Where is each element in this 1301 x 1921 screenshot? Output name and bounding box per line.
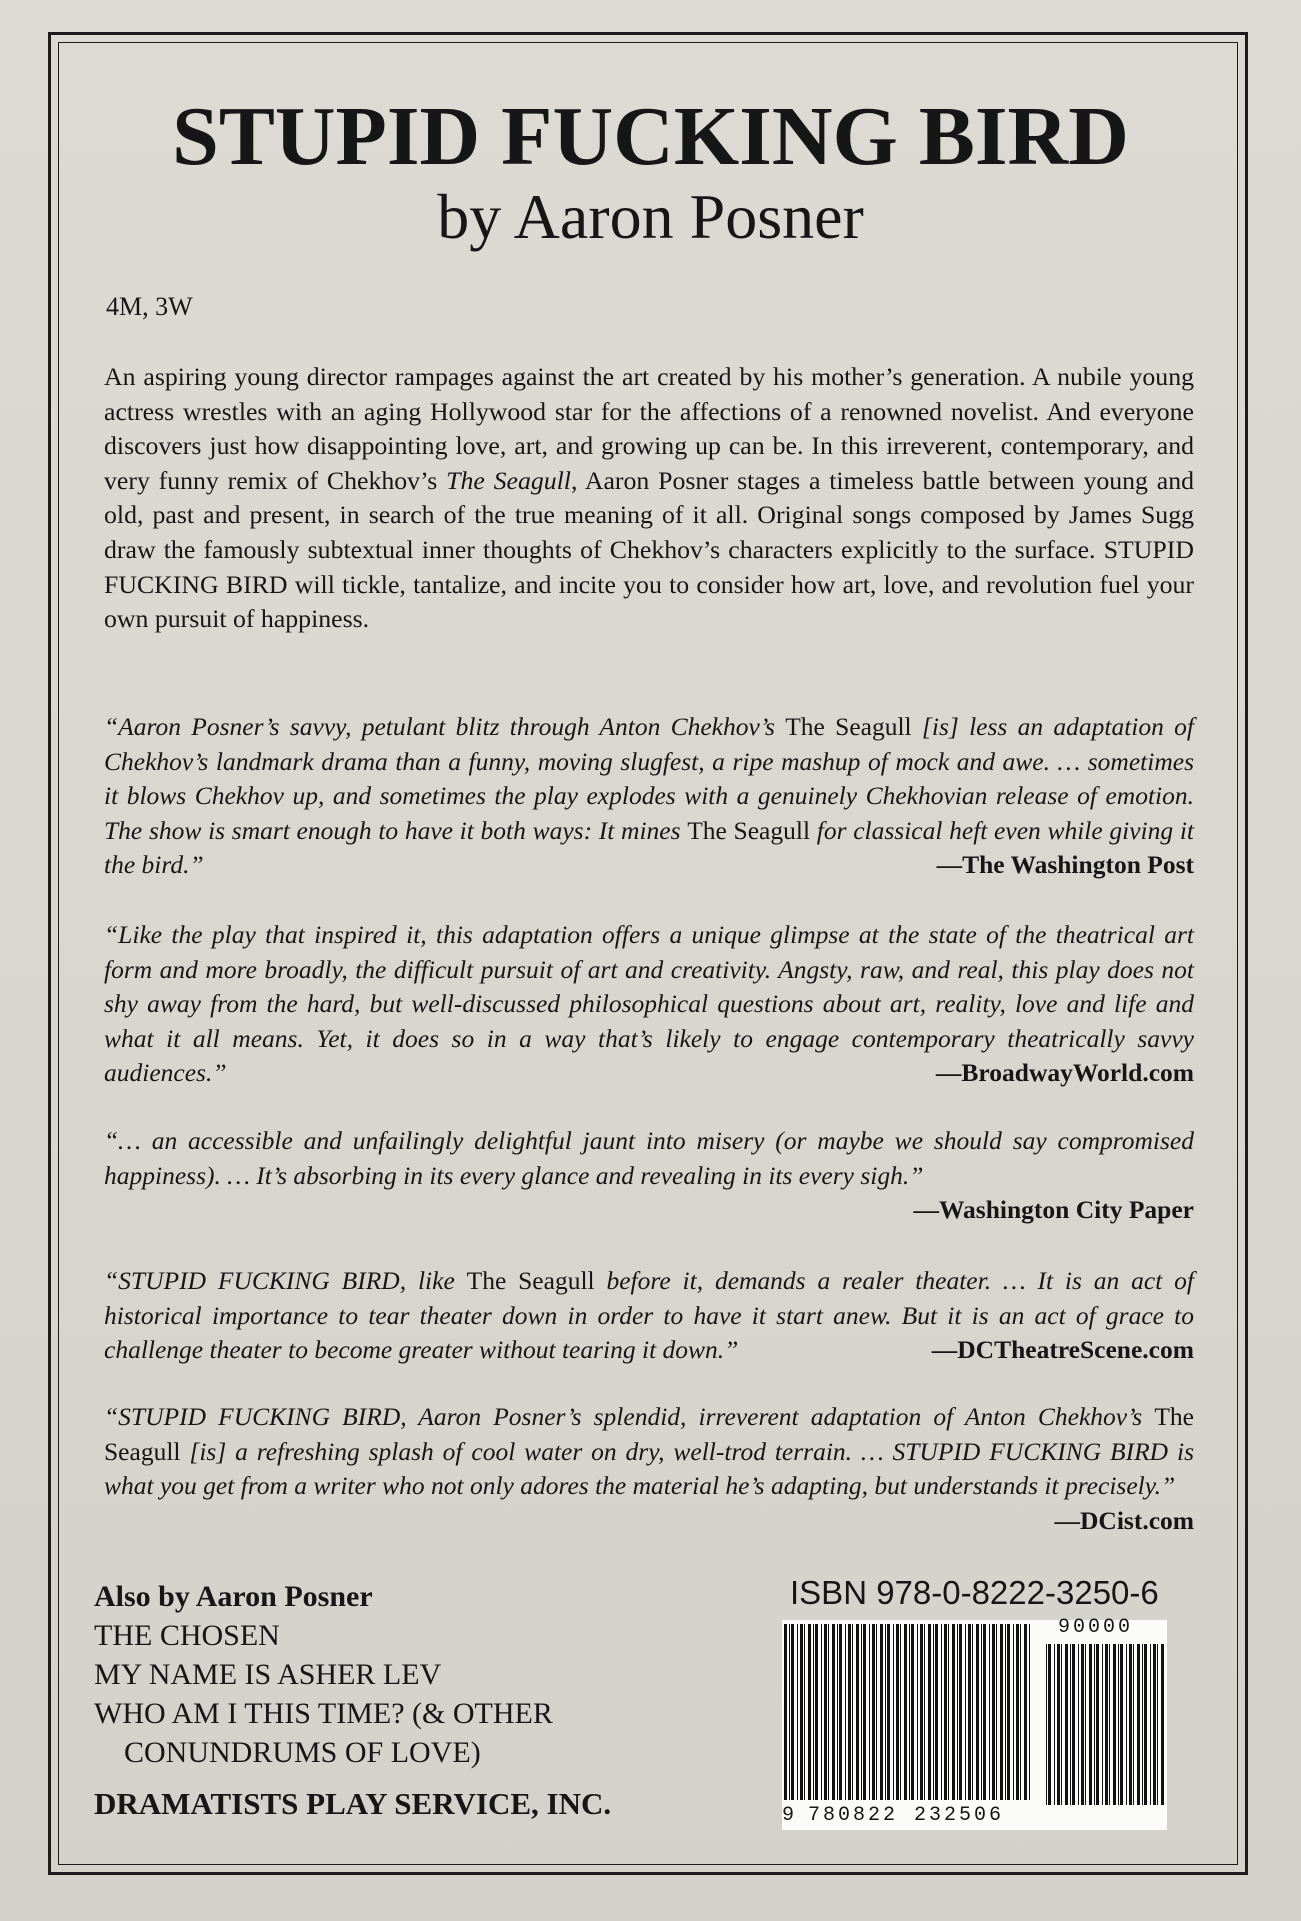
- also-by-heading: Also by Aaron Posner: [94, 1580, 373, 1613]
- review-source: —BroadwayWorld.com: [935, 1058, 1194, 1088]
- barcode-bar: [887, 1624, 890, 1800]
- barcode-bar: [845, 1624, 846, 1800]
- barcode-bar: [996, 1624, 997, 1800]
- barcode-bar: [869, 1624, 870, 1800]
- barcode-bar: [880, 1624, 883, 1800]
- barcode-bar: [941, 1624, 942, 1800]
- review-source: —Washington City Paper: [913, 1195, 1194, 1225]
- barcode-bar: [1126, 1644, 1127, 1805]
- barcode-bar: [791, 1624, 794, 1800]
- barcode-bar: [1142, 1644, 1143, 1805]
- play-title: The Seagull: [466, 1266, 595, 1295]
- review-washington-post: [104, 710, 1194, 883]
- barcode-bar: [924, 1624, 925, 1800]
- barcode-bar: [789, 1624, 790, 1800]
- barcode-bar: [1007, 1624, 1010, 1800]
- barcode-bar: [837, 1624, 838, 1800]
- barcode-bar: [981, 1624, 982, 1800]
- barcode-bar: [1153, 1644, 1156, 1805]
- also-by-title: WHO AM I THIS TIME? (& OTHER: [94, 1697, 553, 1730]
- barcode-bar: [1094, 1644, 1095, 1805]
- barcode-bar: [813, 1624, 814, 1800]
- barcode-bar: [821, 1624, 822, 1800]
- barcode-bar: [1016, 1624, 1019, 1800]
- barcode-bar: [933, 1624, 934, 1800]
- barcode-bar: [1057, 1644, 1060, 1805]
- barcode-bar: [804, 1624, 805, 1800]
- review-quote: “STUPID FUCKING BIRD, like The Seagull before it, demands a realer theater. … It is an act of historical importance to tear theater down in order to have it start anew. But it is an act of grace to challenge theater to become greater without tearing it down.”: [104, 1266, 1194, 1365]
- barcode-bar: [797, 1624, 798, 1800]
- barcode-bar: [1113, 1644, 1116, 1805]
- barcode-bar: [1129, 1644, 1132, 1805]
- barcode-bar: [896, 1624, 899, 1800]
- barcode-bar: [904, 1624, 907, 1800]
- cast-breakdown: 4M, 3W: [106, 292, 193, 321]
- barcode-bar: [1024, 1624, 1027, 1800]
- barcode-bar: [968, 1624, 971, 1800]
- barcode-bar: [1096, 1644, 1099, 1805]
- barcode-bar: [959, 1624, 962, 1800]
- barcode-bar: [1081, 1644, 1084, 1805]
- barcode-bar: [1133, 1644, 1134, 1805]
- barcode-bar: [832, 1624, 835, 1800]
- barcode-bar: [1054, 1644, 1055, 1805]
- barcode-bar: [848, 1624, 851, 1800]
- isbn-barcode: [782, 1616, 1167, 1830]
- review-quote: “Aaron Posner’s savvy, petulant blitz through Anton Chekhov’s The Seagull [is] less an adaptation of Chekhov’s landmark drama than a funny, moving slugfest, a ripe mashup of mock and awe. … sometimes it blows Chekhov up, and sometimes the play explodes with a genuinely Chekhovian release of emotion. The show is smart enough to have it both ways: It mines The Seagull for classical heft even while giving it the bird.”: [104, 712, 1194, 880]
- barcode-left-digits: 780822: [808, 1804, 899, 1827]
- barcode-bars: [782, 1620, 1032, 1815]
- review-quote: “Like the play that inspired it, this adaptation offers a unique glimpse at the state of the theatrical art form and more broadly, the difficult pursuit of art and creativity. Angsty, raw, and real, this play does not shy away from the hard, but well-discussed philosophical questions about art, reality, love and life and what it all means. Yet, it does so in a way that’s likely to engage contemporary theatrically savvy audiences.”: [104, 920, 1194, 1088]
- barcode-bar: [808, 1624, 811, 1800]
- barcode-bar: [1157, 1644, 1158, 1805]
- barcode-bar: [900, 1624, 901, 1800]
- barcode-lead-digit: 9: [782, 1804, 798, 1827]
- book-title: STUPID FUCKING BIRD: [172, 90, 1129, 183]
- review-washington-city-paper: [104, 1124, 1194, 1228]
- review-quote: “… an accessible and unfailingly delightful jaunt into misery (or maybe we should say compromised happiness). … It’s absorbing in its every glance and revealing in its every sigh.”: [104, 1126, 1194, 1190]
- barcode-bar: [911, 1624, 914, 1800]
- review-quote: “STUPID FUCKING BIRD, Aaron Posner’s splendid, irreverent adaptation of Anton Chekhov’s The Seagull [is] a refreshing splash of cool water on dry, well-trod terrain. … STUPID FUCKING BIRD is what you get from a writer who not only adores the material he’s adapting, but understands it precisely.”: [104, 1402, 1194, 1501]
- barcode-bar: [1105, 1644, 1108, 1805]
- author-byline: by Aaron Posner: [437, 181, 864, 252]
- also-by-title: MY NAME IS ASHER LEV: [94, 1658, 442, 1691]
- barcode-bar: [839, 1624, 842, 1800]
- barcode-bar: [863, 1624, 866, 1800]
- barcode-bar: [976, 1624, 979, 1800]
- barcode-bar: [784, 1624, 787, 1800]
- barcode-bar: [872, 1624, 875, 1800]
- isbn-number: ISBN 978-0-8222-3250-6: [790, 1574, 1159, 1611]
- barcode-bar: [983, 1624, 986, 1800]
- barcode-bar: [800, 1624, 803, 1800]
- barcode-bar: [885, 1624, 886, 1800]
- barcode-bar: [909, 1624, 910, 1800]
- price-addon-bars: [1044, 1640, 1164, 1835]
- barcode-bar: [1070, 1644, 1071, 1805]
- barcode-bar: [815, 1624, 818, 1800]
- barcode-bar: [972, 1624, 973, 1800]
- barcode-bar: [824, 1624, 827, 1800]
- barcode-bar: [928, 1624, 931, 1800]
- play-title: The Seagull: [104, 1402, 1194, 1466]
- barcode-bar: [952, 1624, 955, 1800]
- barcode-bar: [1000, 1624, 1003, 1800]
- barcode-bar: [861, 1624, 862, 1800]
- barcode-bar: [1089, 1644, 1092, 1805]
- barcode-bar: [1161, 1644, 1164, 1805]
- synopsis: An aspiring young director rampages against the art created by his mother’s generation. A nubile young actress wrestles with an aging Hollywood star for the affections of a renowned novelist. And everyone discovers just how disappointing love, art, and growing up can be. In this irreverent, contemporary, and very funny remix of Chekhov’s The Seagull, Aaron Posner stages a timeless battle between young and old, past and present, in search of the true meaning of it all. Original songs composed by James Sugg draw the famously subtextual inner thoughts of Chekhov’s characters explicitly to the surface. STUPID FUCKING BIRD will tickle, tantalize, and incite you to consider how art, love, and revolution fuel your own pursuit of happiness.: [104, 362, 1194, 634]
- barcode-bar: [1005, 1624, 1006, 1800]
- barcode-bar: [989, 1624, 990, 1800]
- barcode-bar: [992, 1624, 995, 1800]
- barcode-bar: [1118, 1644, 1119, 1805]
- review-source: —The Washington Post: [936, 850, 1194, 880]
- review-dctheatrescene: [104, 1264, 1194, 1368]
- also-by-title: CONUNDRUMS OF LOVE): [124, 1736, 481, 1769]
- publisher-name: DRAMATISTS PLAY SERVICE, INC.: [94, 1786, 612, 1821]
- barcode-bar: [893, 1624, 894, 1800]
- play-title: The Seagull: [785, 712, 912, 741]
- barcode-bar: [1120, 1644, 1123, 1805]
- barcode-bar: [856, 1624, 859, 1800]
- barcode-bar: [944, 1624, 947, 1800]
- barcode-bar: [1078, 1644, 1079, 1805]
- barcode-right-digits: 232506: [914, 1804, 1005, 1827]
- barcode-bar: [957, 1624, 958, 1800]
- barcode-price-code: 90000: [1058, 1616, 1134, 1639]
- barcode-bar: [852, 1624, 853, 1800]
- barcode-bar: [935, 1624, 938, 1800]
- barcode-bar: [1048, 1644, 1051, 1805]
- play-title: The Seagull: [446, 465, 571, 495]
- barcode-bar: [917, 1624, 918, 1800]
- barcode-bar: [1150, 1644, 1151, 1805]
- barcode-bar: [1072, 1644, 1075, 1805]
- barcode-bar: [1109, 1644, 1110, 1805]
- barcode-bar: [1102, 1644, 1103, 1805]
- barcode-bar: [876, 1624, 877, 1800]
- barcode-bar: [965, 1624, 966, 1800]
- barcode-bar: [828, 1624, 829, 1800]
- review-dcist: [104, 1400, 1194, 1538]
- barcode-bar: [1013, 1624, 1014, 1800]
- also-by-list: [94, 1616, 553, 1772]
- review-source: —DCist.com: [1054, 1505, 1194, 1535]
- barcode-bar: [1144, 1644, 1147, 1805]
- barcode-bar: [948, 1624, 949, 1800]
- review-broadwayworld: [104, 918, 1194, 1091]
- play-title: The Seagull: [687, 815, 811, 845]
- barcode-bar: [1020, 1624, 1021, 1800]
- barcode-bar: [1061, 1644, 1062, 1805]
- barcode-bar: [1029, 1624, 1030, 1800]
- also-by-title: THE CHOSEN: [94, 1619, 280, 1652]
- barcode-bar: [1046, 1644, 1047, 1805]
- barcode-bar: [1137, 1644, 1140, 1805]
- barcode-bar: [1065, 1644, 1068, 1805]
- review-source: —DCTheatreScene.com: [931, 1335, 1194, 1365]
- barcode-bar: [920, 1624, 923, 1800]
- barcode-bar: [1085, 1644, 1086, 1805]
